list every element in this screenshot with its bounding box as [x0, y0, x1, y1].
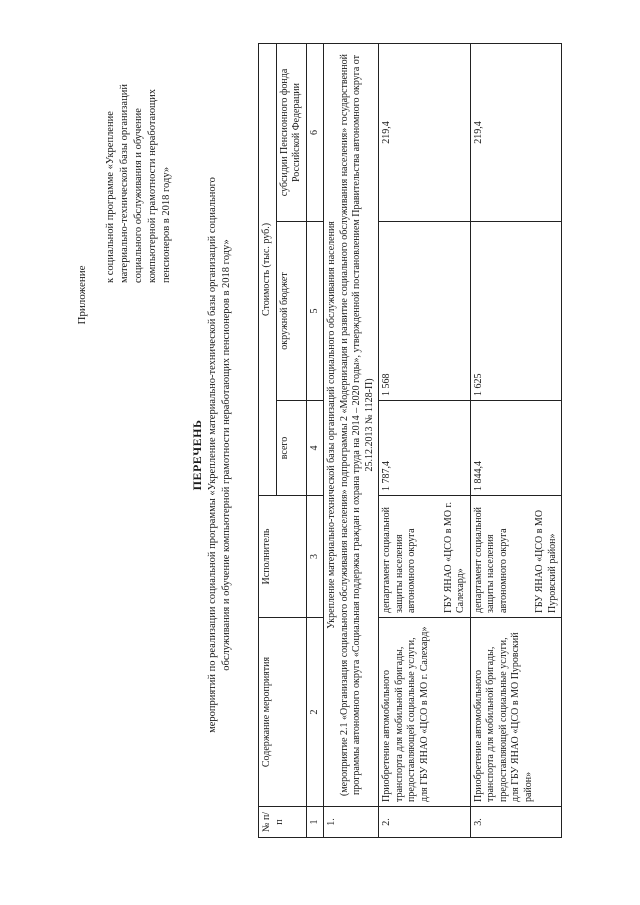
row-total: 1 787,4: [379, 401, 471, 496]
row-district-budget: 1 568: [379, 222, 471, 401]
document-title: ПЕРЕЧЕНЬ: [190, 419, 204, 491]
header-num: № п/п: [259, 807, 307, 838]
appendix-title: Приложение: [76, 265, 88, 325]
column-number: 2: [306, 618, 324, 807]
row-num: 3.: [470, 807, 562, 838]
section-row: [324, 44, 379, 838]
column-number: 5: [306, 222, 324, 401]
header-pension-fund: субсидии Пенсионного фонда Российской Федерации: [276, 44, 306, 222]
row-executor: [470, 496, 562, 618]
section-num: 1.: [324, 807, 379, 838]
table-row: [470, 44, 562, 838]
row-pension-fund: 219,4: [379, 44, 471, 222]
table-row: [379, 44, 471, 838]
column-numbers-row: [306, 44, 324, 838]
appendix-text: к социальной программе «Укрепление материально-технической базы организаций социального обслуживания и обучение компьютерной грамотности неработающих пенсионеров в 2018 году»: [105, 84, 172, 283]
header-cost: Стоимость (тыс. руб.): [259, 44, 277, 496]
document-subtitle: мероприятий по реализации социальной программы «Укрепление материально-технической базы организаций социального обслуживания и обучение компьютерной грамотности неработающих пенсионеров в 2018 году»: [207, 177, 232, 733]
section-description: [324, 44, 379, 807]
section-title: Укрепление материально-технической базы организаций социального обслуживания населения: [326, 221, 337, 629]
header-content: Содержание мероприятия: [259, 618, 307, 807]
section-text: (мероприятие 2.1 «Организация социального обслуживания населения» подпрограммы 2 «Модернизация и развитие социального обслуживания населения» государственной программы автономного округа «Социальная поддержка граждан и охрана труда на 2014 – 2020 годы», утвержденной постановлением Правительства автономного округа от 25.12.2013 № 1128-П): [338, 54, 375, 796]
column-number: 4: [306, 401, 324, 496]
row-executor-org: ГБУ ЯНАО «ЦСО в МО Пуровский район»: [534, 509, 558, 613]
row-content: Приобретение автомобильного транспорта для мобильной бригады, предоставляющей социальные услуги, для ГБУ ЯНАО «ЦСО в МО г. Салехард»: [379, 618, 471, 807]
row-pension-fund: 219,4: [470, 44, 562, 222]
measures-table: [258, 43, 562, 838]
row-num: 2.: [379, 807, 471, 838]
header-district-budget: окружной бюджет: [276, 222, 306, 401]
column-number: 1: [306, 807, 324, 838]
row-executor-org: ГБУ ЯНАО «ЦСО в МО г. Салехард»: [442, 501, 466, 613]
header-executor: Исполнитель: [259, 496, 307, 618]
row-district-budget: 1 625: [470, 222, 562, 401]
table-header-row: [259, 44, 277, 838]
row-total: 1 844,4: [470, 401, 562, 496]
row-content: Приобретение автомобильного транспорта для мобильной бригады, предоставляющей социальные услуги, для ГБУ ЯНАО «ЦСО в МО Пуровский район»: [470, 618, 562, 807]
row-executor-dept: департамент социальной защиты населения автономного округа: [472, 506, 509, 613]
header-total: всего: [276, 401, 306, 496]
row-executor: [379, 496, 471, 618]
column-number: 3: [306, 496, 324, 618]
row-executor-dept: департамент социальной защиты населения автономного округа: [381, 506, 417, 613]
column-number: 6: [306, 44, 324, 222]
